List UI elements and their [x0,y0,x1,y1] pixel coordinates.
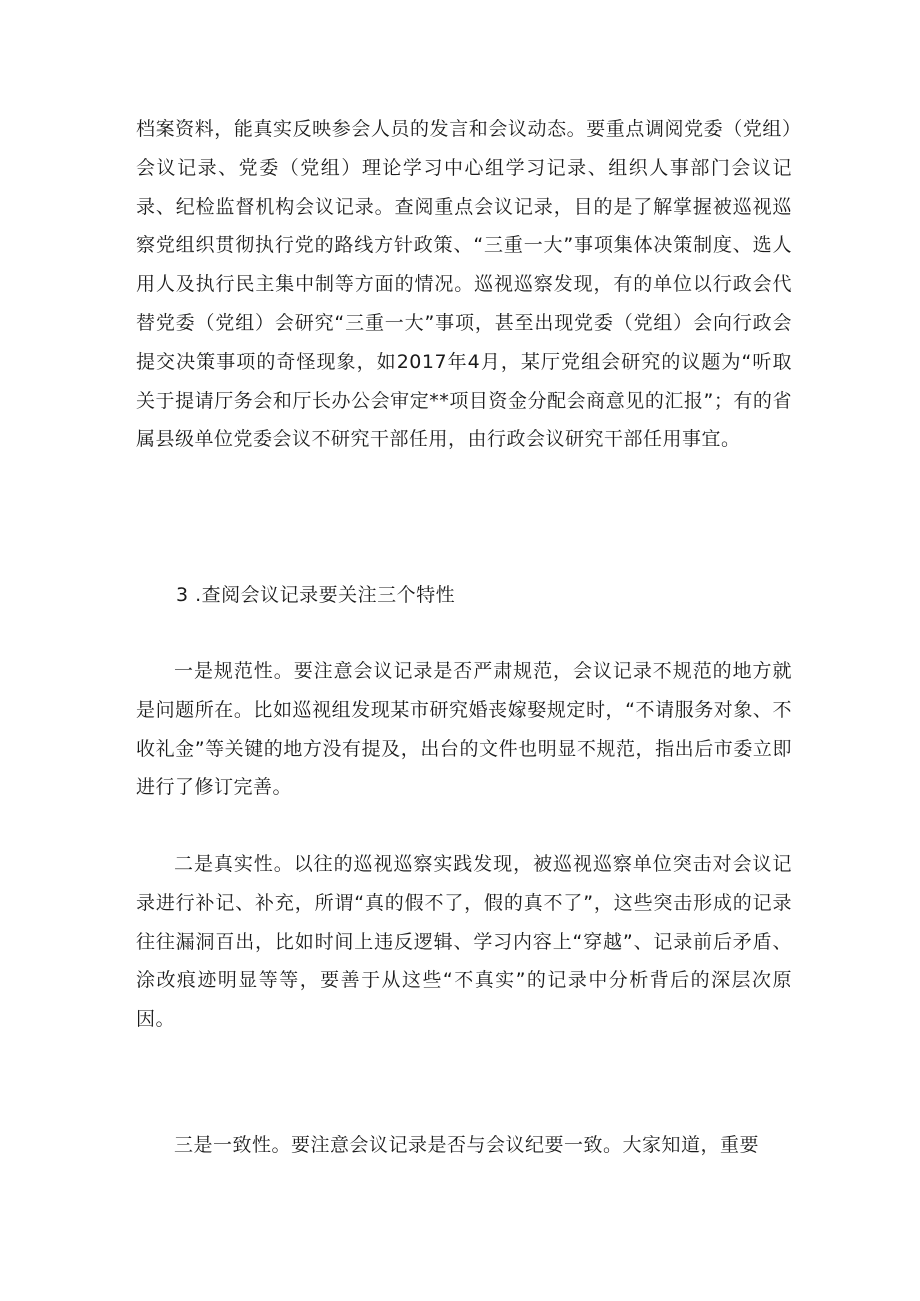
paragraph-meeting-records: 档案资料，能真实反映参会人员的发言和会议动态。要重点调阅党委（党组）会议记录、党委（党组）理论学习中心组学习记录、组织人事部门会议记录、纪检监督机构会议记录。查阅重点会议记录，目的是了解掌握被巡视巡察党组织贯彻执行党的路线方针政策、“三重一大”事项集体决策制度、选人用人及执行民主集中制等方面的情况。巡视巡察发现，有的单位以行政会代替党委（党组）会研究“三重一大”事项，甚至出现党委（党组）会向行政会提交决策事项的奇怪现象，如2017年4月，某厅党组会研究的议题为“听取关于提请厅务会和厅长办公会审定**项目资金分配会商意见的汇报”；有的省属县级单位党委会议不研究干部任用，由行政会议研究干部任用事宜。 [136,118,792,451]
section-heading-three-characteristics: 3 .查阅会议记录要关注三个特性 [176,584,456,606]
paragraph-normativity: 一是规范性。要注意会议记录是否严肃规范，会议记录不规范的地方就是问题所在。比如巡视组发现某市研究婚丧嫁娶规定时，“不请服务对象、不收礼金”等关键的地方没有提及，出台的文件也明显不规范，指出后市委立即进行了修订完善。 [136,660,792,799]
paragraph-consistency: 三是一致性。要注意会议记录是否与会议纪要一致。大家知道，重要 [174,1134,760,1156]
paragraph-authenticity: 二是真实性。以往的巡视巡察实践发现，被巡视巡察单位突击对会议记录进行补记、补充，所谓“真的假不了，假的真不了”，这些突击形成的记录往往漏洞百出，比如时间上违反逻辑、学习内容上“穿越”、记录前后矛盾、涂改痕迹明显等等，要善于从这些“不真实”的记录中分析背后的深层次原因。 [136,853,792,1031]
